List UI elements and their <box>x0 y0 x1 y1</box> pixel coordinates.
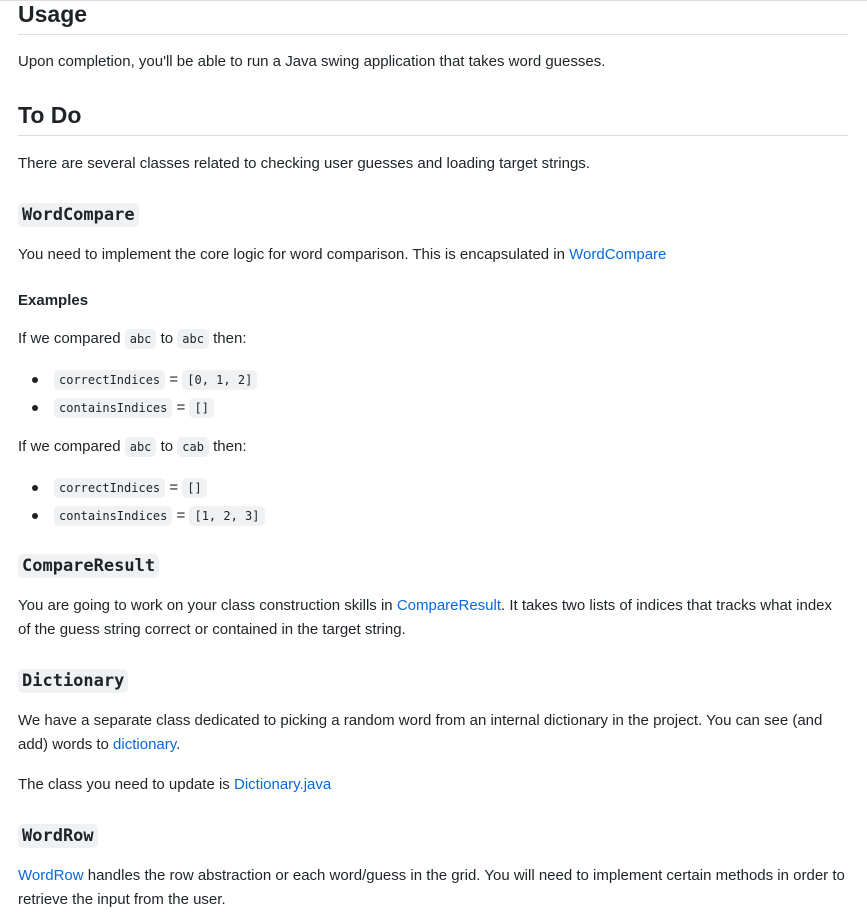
wordrow-link[interactable]: WordRow <box>18 867 84 884</box>
example2-prefix: If we compared <box>18 438 125 455</box>
wordrow-text <box>18 864 848 912</box>
example1-prefix: If we compared <box>18 330 125 347</box>
example1-item1-value: [0, 1, 2] <box>182 370 257 390</box>
compareresult-text <box>18 594 848 642</box>
dictionary-update-text <box>18 773 848 797</box>
example1-item2-name: containsIndices <box>54 398 172 418</box>
example2-text <box>18 435 848 459</box>
example2-item2-name: containsIndices <box>54 506 172 526</box>
example2-middle: to <box>156 438 178 455</box>
wordrow-text-after: handles the row abstraction or each word/guess in the grid. You will need to implement certain methods in order to retrieve the input from the user. <box>18 867 845 908</box>
example2-item1-eq: = <box>165 479 183 496</box>
example2-item2-value: [1, 2, 3] <box>189 506 264 526</box>
dictionary-update-before: The class you need to update is <box>18 776 234 793</box>
todo-heading: To Do <box>18 101 848 136</box>
list-item <box>54 502 848 530</box>
example2-item2-eq: = <box>172 507 190 524</box>
example1-item1-eq: = <box>165 371 183 388</box>
wordrow-heading <box>18 823 848 848</box>
dictionary-text-after: . <box>176 736 181 753</box>
example2-suffix: then: <box>208 438 247 455</box>
example1-a: abc <box>125 329 157 349</box>
example2-item1-name: correctIndices <box>54 478 165 498</box>
dictionary-heading-code: Dictionary <box>18 669 128 693</box>
example1-suffix: then: <box>208 330 247 347</box>
example1-text <box>18 327 848 351</box>
example1-list <box>18 366 848 422</box>
example2-list <box>18 474 848 530</box>
list-item <box>54 366 848 394</box>
compareresult-text-after: . It takes two lists of indices that tracks what index of the guess string correct or contained in the target string. <box>18 597 833 638</box>
wordcompare-text <box>18 243 848 267</box>
example2-item1-value: [] <box>182 478 206 498</box>
wordcompare-text-body: You need to implement the core logic for word comparison. This is encapsulated in <box>18 246 570 263</box>
wordcompare-link[interactable]: WordCompare <box>569 246 667 263</box>
compareresult-heading-code: CompareResult <box>18 554 159 578</box>
usage-heading: Usage <box>18 0 848 35</box>
example1-item2-eq: = <box>172 399 190 416</box>
usage-text: Upon completion, you'll be able to run a Java swing application that takes word guesses. <box>18 53 606 70</box>
example1-item2-value: [] <box>189 398 213 418</box>
dictionary-text-before: We have a separate class dedicated to picking a random word from an internal dictionary in the project. You can see (and add) words to <box>18 712 823 753</box>
example2-b: cab <box>177 437 209 457</box>
examples-heading: Examples <box>18 292 89 309</box>
example1-item1-name: correctIndices <box>54 370 165 390</box>
compareresult-heading <box>18 553 848 578</box>
example2-a: abc <box>125 437 157 457</box>
example1-middle: to <box>156 330 178 347</box>
dictionary-text <box>18 709 848 757</box>
wordcompare-heading <box>18 202 848 227</box>
wordcompare-heading-code: WordCompare <box>18 203 139 227</box>
dictionary-heading <box>18 668 848 693</box>
example1-b: abc <box>177 329 209 349</box>
dictionary-java-link[interactable]: Dictionary.java <box>233 776 332 793</box>
dictionary-link[interactable]: dictionary <box>113 736 177 753</box>
compareresult-link[interactable]: CompareResult <box>396 597 502 614</box>
list-item <box>54 474 848 502</box>
compareresult-text-before: You are going to work on your class construction skills in <box>18 597 397 614</box>
list-item <box>54 394 848 422</box>
wordrow-heading-code: WordRow <box>18 824 98 848</box>
todo-text: There are several classes related to checking user guesses and loading target strings. <box>18 155 590 172</box>
